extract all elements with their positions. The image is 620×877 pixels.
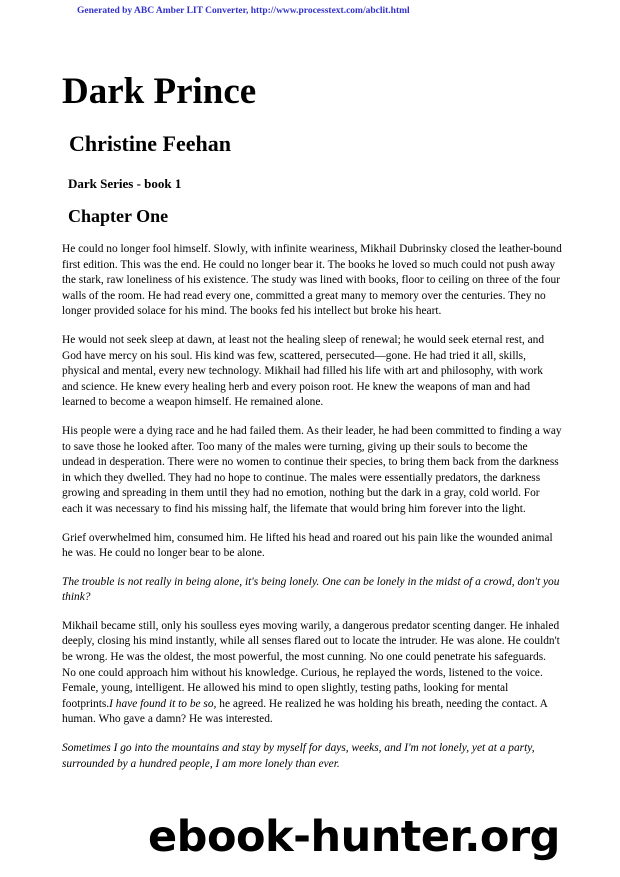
chapter-body bbox=[62, 242, 562, 785]
italic-paragraph: The trouble is not really in being alone, it's being lonely. One can be lonely in the midst of a crowd, don't you think? bbox=[62, 575, 560, 604]
book-title: Dark Prince bbox=[62, 71, 257, 112]
paragraph: His people were a dying race and he had failed them. As their leader, he had been committed to finding a way to save those he looked after. Too many of the males were turning, giving up their souls to become the undead in desperation. There were no women to continue their species, to bring them back from the darkness in which they dwelled. They had no hope to continue. The males were essentially predators, the darkness growing and spreading in them until they had no emotion, nothing but the dark in a gray, cold world. For each it was necessary to find his missing half, the lifemate that would bring him forever into the light. bbox=[62, 424, 562, 515]
inline-italic-thought: I have found it to be so, bbox=[109, 697, 217, 710]
paragraph: He would not seek sleep at dawn, at least not the healing sleep of renewal; he would seek eternal rest, and God have mercy on his soul. His kind was few, scattered, persecuted—gone. He had tried it all, skills, physical and mental, every new technology. Mikhail had filled his life with art and philosophy, with work and science. He knew every healing herb and every poison root. He knew the weapons of man and had learned to become a weapon himself. He remained alone. bbox=[62, 333, 545, 409]
italic-paragraph: Sometimes I go into the mountains and stay by myself for days, weeks, and I'm not lonely, yet at a party, surrounded by a hundred people, I am more lonely than ever. bbox=[62, 742, 535, 770]
paragraph: He could no longer fool himself. Slowly, with infinite weariness, Mikhail Dubrinsky closed the leather-bound first edition. This was the end. He could no longer bear it. The books he loved so much could not push away the stark, raw loneliness of his existence. The study was lined with books, floor to ceiling on three of the four walls of the room. He had read every one, committed a great many to memory over the centuries. They no longer provided solace for his mind. The books fed his intellect but broke his heart. bbox=[62, 243, 562, 318]
paragraph-part: Mikhail became still, only his soulless eyes moving warily, a dangerous predator scenting danger. He inhaled deeply, closing his mind instantly, while all senses flared out to locate the intruder. He was alone. He couldn't be wrong. He was the oldest, the most powerful, the most cunning. No one could penetrate his safeguards. No one could approach him without his knowledge. Curious, he replayed the words, listened to the voice. Female, young, intelligent. He allowed his mind to open slightly, testing paths, looking for mental footprints. bbox=[62, 619, 560, 710]
paragraph-with-inline-italic bbox=[62, 619, 562, 728]
watermark-text: ebook-hunter.org bbox=[148, 812, 560, 862]
chapter-heading: Chapter One bbox=[68, 206, 169, 226]
generator-notice bbox=[77, 6, 410, 16]
series-label: Dark Series - book 1 bbox=[68, 176, 182, 191]
generator-prefix: Generated by ABC Amber LIT Converter, bbox=[77, 6, 251, 16]
author-name: Christine Feehan bbox=[69, 131, 231, 156]
paragraph-part: he agreed. He realized he was holding his breath, needing the contact. A human. Who gave a damn? He was interested. bbox=[62, 697, 548, 726]
generator-link[interactable]: http://www.processtext.com/abclit.html bbox=[250, 6, 410, 16]
paragraph: Grief overwhelmed him, consumed him. He lifted his head and roared out his pain like the wounded animal he was. He could no longer bear to be alone. bbox=[62, 531, 553, 560]
